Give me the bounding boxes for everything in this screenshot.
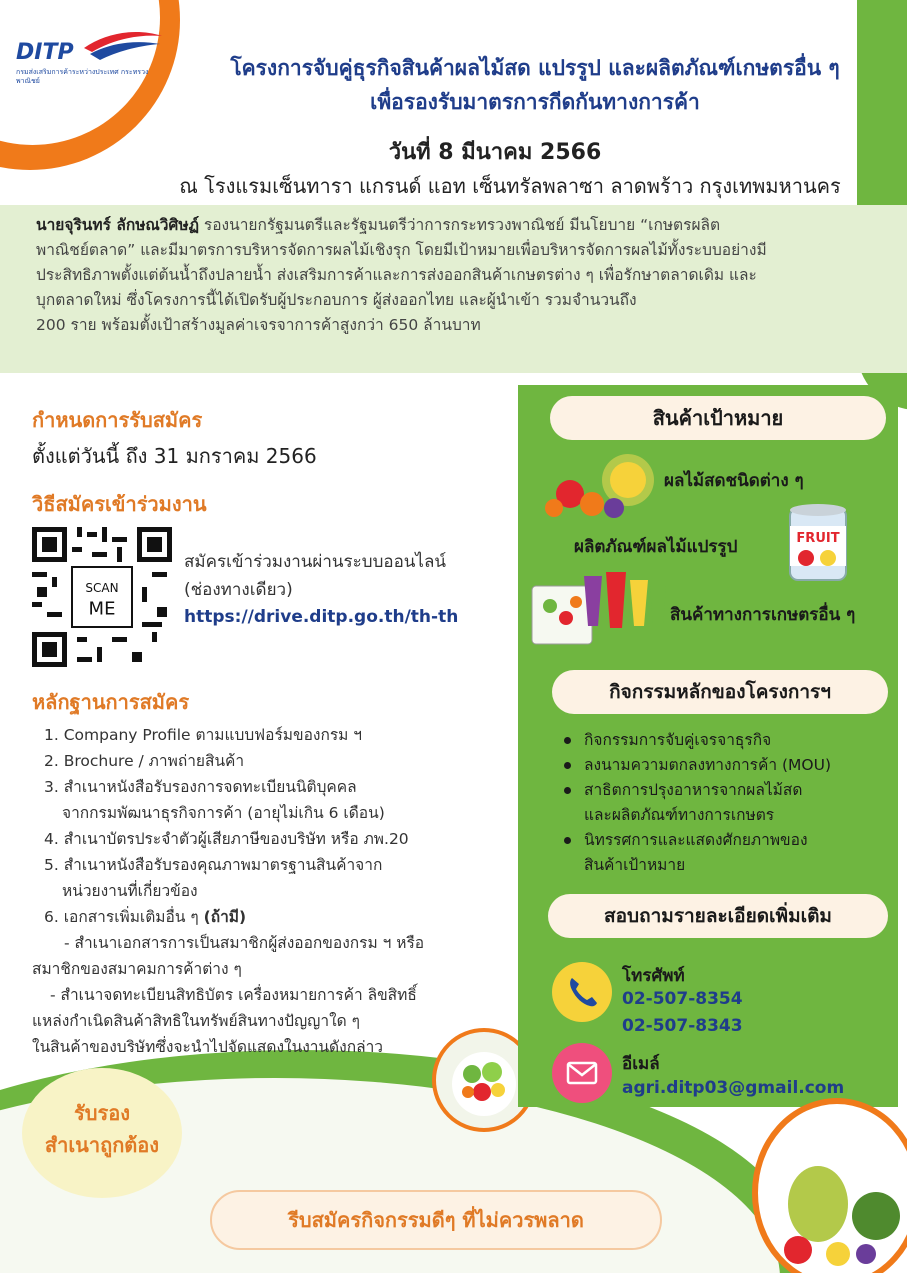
activity-item-cont: และผลิตภัณฑ์ทางการเกษตร	[584, 806, 775, 824]
fruit-basket-icon	[758, 1104, 907, 1273]
doc-item-4: 4. สำเนาบัตรประจำตัวผู้เสียภาษีของบริษัท หรือ ภพ.20	[44, 830, 409, 848]
activities-heading: กิจกรรมหลักของโครงการฯ	[552, 670, 888, 714]
doc-item-5: 5. สำเนาหนังสือรับรองคุณภาพมาตรฐานสินค้าจาก	[44, 856, 383, 874]
doc-sub-1: - สำเนาเอกสารการเป็นสมาชิกผู้ส่งออกของกรม ฯ หรือ	[64, 934, 425, 952]
minister-name: นายจุรินทร์ ลักษณวิศิษฏ์	[36, 216, 199, 234]
intro-line-3: ประสิทธิภาพตั้งแต่ต้นน้ำถึงปลายน้ำ ส่งเสริมการค้าและการส่งออกสินค้าเกษตรต่าง ๆ เพื่อรักษาตลาดเดิม และ	[36, 266, 757, 284]
phone-number-2[interactable]: 02-507-8343	[622, 1016, 743, 1036]
method-line-1: สมัครเข้าร่วมงานผ่านระบบออนไลน์	[184, 552, 447, 572]
cta-button[interactable]: รีบสมัครกิจกรรมดีๆ ที่ไม่ควรพลาด	[210, 1190, 662, 1250]
fruit-basket-image	[752, 1098, 907, 1273]
intro-line-1: นายจุรินทร์ ลักษณวิศิษฏ์ รองนายกรัฐมนตรีและรัฐมนตรีว่าการกระทรวงพาณิชย์ มีนโยบาย “เกษตรผลิต	[36, 216, 721, 234]
target-item-fresh-fruit: ผลไม้สดชนิดต่าง ๆ	[664, 471, 804, 491]
target-item-processed-fruit: ผลิตภัณฑ์ผลไม้แปรรูป	[574, 537, 738, 557]
mail-icon	[552, 1043, 612, 1103]
doc-sub-2: - สำเนาจดทะเบียนสิทธิบัตร เครื่องหมายการค้า ลิขสิทธิ์	[50, 986, 417, 1004]
activity-item-cont: สินค้าเป้าหมาย	[584, 856, 686, 874]
activity-item: นิทรรศการและแสดงศักยภาพของ	[562, 828, 882, 853]
method-line-2: (ช่องทางเดียว)	[184, 580, 293, 600]
doc-sub-2-cont-2: ในสินค้าของบริษัทซึ่งจะนำไปจัดแสดงในงานดังกล่าว	[32, 1038, 383, 1056]
certify-stamp	[22, 1097, 182, 1161]
doc-item-6: 6. เอกสารเพิ่มเติมอื่น ๆ (ถ้ามี)	[44, 908, 247, 926]
documents-heading: หลักฐานการสมัคร	[32, 690, 190, 714]
phone-icon	[552, 962, 612, 1022]
title-line-2: เพื่อรองรับมาตรการกีดกันทางการค้า	[370, 90, 700, 114]
qr-code[interactable]	[32, 527, 172, 667]
qr-me-label: ME	[88, 598, 116, 620]
email-address[interactable]: agri.ditp03@gmail.com	[622, 1078, 845, 1098]
doc-item-5-cont: หน่วยงานที่เกี่ยวข้อง	[62, 882, 198, 900]
certify-line-2: สำเนาถูกต้อง	[44, 1133, 160, 1157]
deadline-heading: กำหนดการรับสมัคร	[32, 408, 203, 432]
event-date: วันที่ 8 มีนาคม 2566	[388, 140, 602, 165]
logo-wordmark: DITP	[16, 40, 74, 65]
target-item-other-agri: สินค้าทางการเกษตรอื่น ๆ	[670, 605, 856, 625]
intro-line-2: พาณิชย์ตลาด” และมีมาตรการบริหารจัดการผลไม้เชิงรุก โดยมีเป้าหมายเพื่อบริหารจัดการผลไม้ทั้งระบบอย่างมี	[36, 241, 767, 259]
doc-sub-1-cont: สมาชิกของสมาคมการค้าต่าง ๆ	[32, 960, 242, 978]
fresh-fruits-icon	[540, 444, 664, 524]
doc-item-1: 1. Company Profile ตามแบบฟอร์มของกรม ฯ	[44, 726, 363, 744]
qr-scan-label: SCAN	[85, 581, 119, 595]
title-line-1: โครงการจับคู่ธุรกิจสินค้าผลไม้สด แปรรูป และผลิตภัณฑ์เกษตรอื่น ๆ	[230, 56, 840, 80]
activity-item: กิจกรรมการจับคู่เจรจาธุรกิจ	[562, 728, 882, 753]
agri-products-icon	[530, 566, 668, 648]
deadline-text: ตั้งแต่วันนี้ ถึง 31 มกราคม 2566	[32, 444, 317, 468]
doc-item-3: 3. สำเนาหนังสือรับรองการจดทะเบียนนิติบุคคล	[44, 778, 357, 796]
intro-line-5: 200 ราย พร้อมตั้งเป้าสร้างมูลค่าเจรจาการค้าสูงกว่า 650 ล้านบาท	[36, 316, 481, 334]
registration-link[interactable]: https://drive.ditp.go.th/th-th	[184, 607, 459, 627]
intro-paragraph	[36, 213, 886, 338]
event-venue: ณ โรงแรมเซ็นทารา แกรนด์ แอท เซ็นทรัลพลาซา ลาดพร้าว กรุงเทพมหานคร	[179, 174, 841, 198]
fruit-can-icon	[786, 502, 850, 584]
method-heading: วิธีสมัครเข้าร่วมงาน	[32, 492, 207, 516]
documents-list	[32, 722, 494, 1060]
doc-item-3-cont: จากกรมพัฒนาธุรกิจการค้า (อายุไม่เกิน 6 เดือน)	[62, 804, 385, 822]
activity-item: สาธิตการปรุงอาหารจากผลไม้สด	[562, 778, 882, 803]
activity-item: ลงนามความตกลงทางการค้า (MOU)	[562, 753, 882, 778]
doc-sub-2-cont-1: แหล่งกำเนิดสินค้าสิทธิในทรัพย์สินทางปัญญาใด ๆ	[32, 1012, 360, 1030]
phone-number-1[interactable]: 02-507-8354	[622, 989, 743, 1009]
can-label: FRUIT	[796, 531, 840, 546]
email-label: อีเมล์	[622, 1054, 660, 1074]
certify-line-1: รับรอง	[74, 1101, 130, 1125]
logo-subtitle: กรมส่งเสริมการค้าระหว่างประเทศ กระทรวงพาณิชย์	[16, 68, 149, 85]
phone-label: โทรศัพท์	[622, 966, 685, 986]
intro-line-4: บุกตลาดใหม่ ซึ่งโครงการนี้ได้เปิดรับผู้ประกอบการ ผู้ส่งออกไทย และผู้นำเข้า รวมจำนวนถึง	[36, 291, 637, 309]
target-products-heading: สินค้าเป้าหมาย	[550, 396, 886, 440]
contact-heading: สอบถามรายละเอียดเพิ่มเติม	[548, 894, 888, 938]
doc-item-6-optional: (ถ้ามี)	[203, 908, 247, 926]
activities-list	[562, 728, 882, 878]
doc-item-2: 2. Brochure / ภาพถ่ายสินค้า	[44, 752, 245, 770]
